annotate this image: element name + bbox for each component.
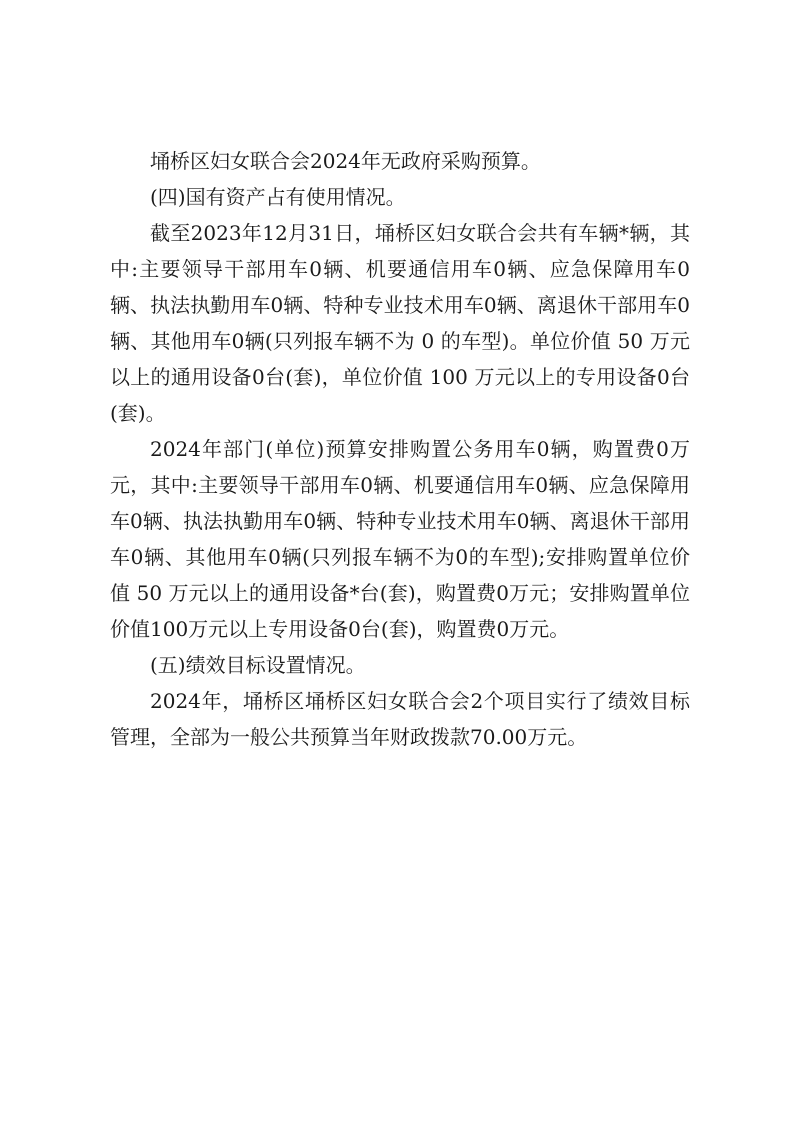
paragraph-vehicles-assets: 截至2023年12月31日，埇桥区妇女联合会共有车辆*辆，其中:主要领导干部用车0辆、机要通信用车0辆、应急保障用车0辆、执法执勤用车0辆、特种专业技术用车0辆、离退休干部用车0辆、其他用车0辆(只列报车辆不为 0 的车型)。单位价值 50 万元以上的通用设备0台(套)，单位价值 100 万元以上的专用设备0台(套)。 [110,221,690,425]
section-heading-state-assets: (四)国有资产占有使用情况。 [150,185,406,209]
paragraph-vehicle-purchase-plan: 2024年部门(单位)预算安排购置公务用车0辆，购置费0万元，其中:主要领导干部用车0辆、机要通信用车0辆、应急保障用车0辆、执法执勤用车0辆、特种专业技术用车0辆、离退休干部用车0辆、其他用车0辆(只列报车辆不为0的车型);安排购置单位价值 50 万元以上的通用设备*台(套)，购置费0万元；安排购置单位价值100万元以上专用设备0台(套)，购置费0万元。 [110,437,690,641]
paragraph-performance-management: 2024年，埇桥区埇桥区妇女联合会2个项目实行了绩效目标管理，全部为一般公共预算当年财政拨款70.00万元。 [110,689,690,749]
document-body [110,143,690,755]
section-heading-performance-targets: (五)绩效目标设置情况。 [150,653,366,677]
paragraph-procurement-budget: 埇桥区妇女联合会2024年无政府采购预算。 [150,149,541,173]
